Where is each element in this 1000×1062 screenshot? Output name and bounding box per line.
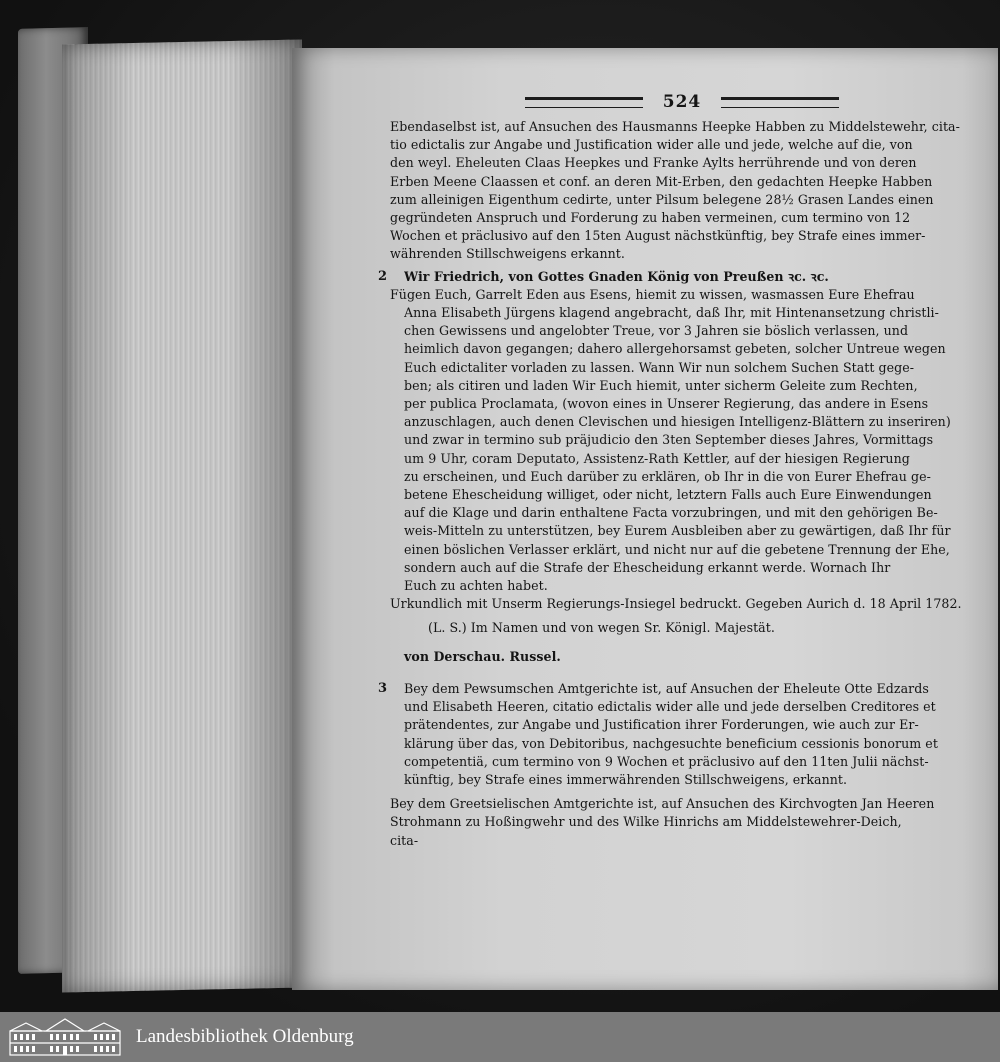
closing-line: Urkundlich mit Unserm Regierungs-Insiegel bedruckt. Gegeben Aurich d. 18 April 1782. [390,596,962,612]
book-page [292,48,998,990]
text-line: tio edictalis zur Angabe und Justification wider alle und jede, welche auf die, von [390,137,913,153]
library-footer-banner [0,1012,1000,1062]
text-line: und Elisabeth Heeren, citatio edictalis wider alle und jede derselben Creditores et [404,699,936,715]
text-line: competentiä, cum termino von 9 Wochen et präclusivo auf den 11ten Julii nächst- [404,753,929,769]
text-line: auf die Klage und darin enthaltene Facta vorzubringen, und mit den gehörigen Be- [404,505,938,521]
text-line: zum alleinigen Eigenthum cedirte, unter Pilsum belegene 28½ Grasen Landes einen [390,191,934,207]
library-building-icon [8,1017,122,1057]
paragraph-4 [390,795,974,850]
text-line: Anna Elisabeth Jürgens klagend angebracht, daß Ihr, mit Hintenansetzung christli- [404,305,939,321]
text-line: einen böslichen Verlasser erklärt, und nicht nur auf die gebetene Trennung der Ehe, [404,541,950,557]
text-line: heimlich davon gegangen; dahero allergehorsamst gebeten, solcher Untreue wegen [404,341,946,357]
text-line: chen Gewissens und angelobter Treue, vor 3 Jahren sie böslich verlassen, und [404,323,909,339]
text-line: Bey dem Pewsumschen Amtgerichte ist, auf Ansuchen der Eheleute Otte Edzards [404,680,929,696]
signature-line: von Derschau. Russel. [404,648,561,664]
text-line: und zwar in termino sub präjudicio den 3ten September dieses Jahres, Vormittags [404,432,934,448]
text-line: künftig, bey Strafe eines immerwährenden Stillschweigens, erkannt. [404,771,848,787]
text-line: weis-Mitteln zu unterstützen, bey Eurem Ausbleiben aber zu gewärtigen, daß Ihr für [404,523,951,539]
text-line: Bey dem Greetsielischen Amtgerichte ist, auf Ansuchen des Kirchvogten Jan Heeren [390,796,935,812]
paragraph-3 [378,680,974,789]
paragraph-2 [378,268,974,666]
text-line: zu erscheinen, und Euch darüber zu erklären, ob Ihr in die von Eurer Ehefrau ge- [404,468,931,484]
text-line: Wochen et präclusivo auf den 15ten August nächstkünftig, bey Strafe eines immer- [390,228,926,244]
text-line: gegründeten Anspruch und Forderung zu haben vermeinen, cum termino von 12 [390,210,911,226]
text-line: um 9 Uhr, coram Deputato, Assistenz-Rath Kettler, auf der hiesigen Regierung [404,450,910,466]
seal-line: (L. S.) Im Namen und von wegen Sr. Königl. Majestät. [428,620,775,636]
text-line: Euch zu achten habet. [404,578,548,594]
header-rule-right [721,97,839,108]
paragraph-number: 2 [378,268,388,284]
library-name: Landesbibliothek Oldenburg [136,1026,354,1047]
text-line: den weyl. Eheleuten Claas Heepkes und Franke Aylts herrührende und von deren [390,155,917,171]
text-line: klärung über das, von Debitoribus, nachgesuchte beneficium cessionis bonorum et [404,735,938,751]
text-line: währenden Stillschweigens erkannt. [390,246,625,262]
text-line: Strohmann zu Hoßingwehr und des Wilke Hinrichs am Middelstewehrer-Deich, [390,814,902,830]
book-page-edges [62,39,302,992]
text-line: anzuschlagen, auch denen Clevischen und hiesigen Intelligenz-Blättern zu inseriren) [404,414,951,430]
text-line: ben; als citiren und laden Wir Euch hiemit, unter sicherm Geleite zum Rechten, [404,377,918,393]
paragraph-1 [390,118,974,264]
text-line: Fügen Euch, Garrelt Eden aus Esens, hiemit zu wissen, wasmassen Eure Ehefrau [390,286,915,302]
text-line: per publica Proclamata, (wovon eines in Unserer Regierung, das andere in Esens [404,396,929,412]
catchword: cita- [390,832,419,848]
text-line: prätendentes, zur Angabe und Justification ihrer Forderungen, wie auch zur Er- [404,717,919,733]
text-line: Euch edictaliter vorladen zu lassen. Wann Wir nun solchem Suchen Statt gege- [404,359,915,375]
paragraph-number: 3 [378,680,388,696]
text-line: betene Ehescheidung williget, oder nicht, letztern Falls auch Eure Einwendungen [404,487,932,503]
page-number: 524 [662,91,702,112]
text-line: sondern auch auf die Strafe der Ehescheidung erkannt werde. Wornach Ihr [404,559,891,575]
text-line: Wir Friedrich, von Gottes Gnaden König von Preußen ꝛc. ꝛc. [404,268,829,284]
header-rule-left [525,97,643,108]
page-text-block [378,88,974,854]
text-line: Ebendaselbst ist, auf Ansuchen des Hausmanns Heepke Habben zu Middelstewehr, cita- [390,119,960,134]
text-line: Erben Meene Claassen et conf. an deren Mit-Erben, den gedachten Heepke Habben [390,173,933,189]
page-header [390,88,974,116]
